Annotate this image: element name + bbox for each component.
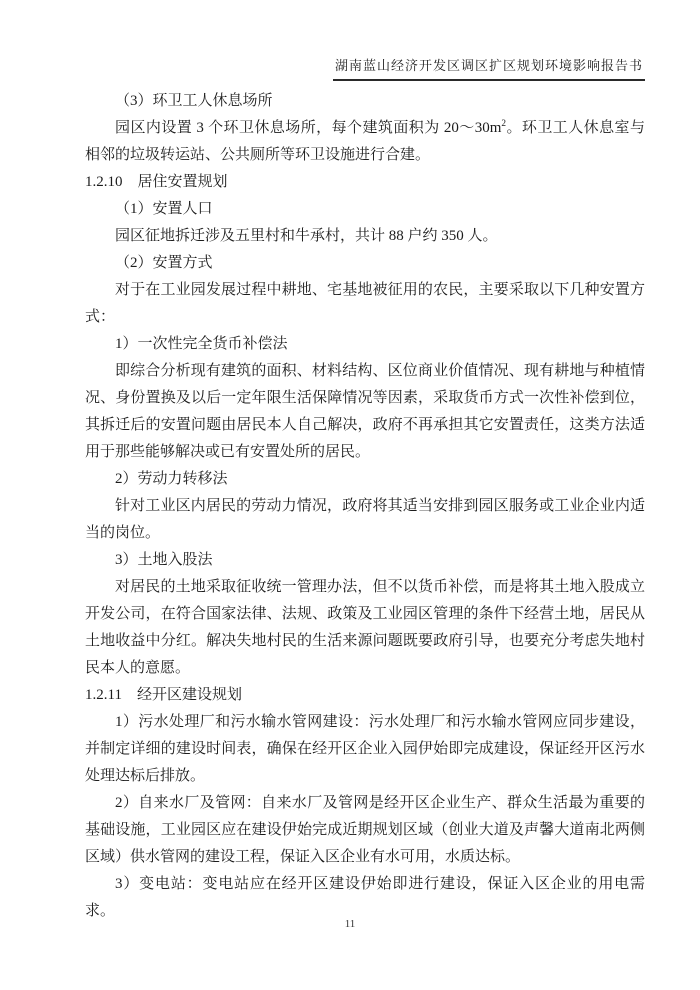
superscript-text: 2 [501,119,507,129]
text-run: 1.2.10 居住安置规划 [85,174,228,190]
text-run: 2）自来水厂及管网：自来水厂及管网是经开区企业生产、群众生活最为重要的基础设施，工业园区应在建设伊始完成近期规划区域（创业大道及声馨大道南北两侧区域）供水管网的建设工程，保证入区企业有水可用，水质达标。 [85,795,645,865]
page-number: 11 [344,918,356,930]
text-run: 针对工业区内居民的劳动力情况，政府将其适当安排到园区服务或工业企业内适当的岗位。 [85,498,645,541]
paragraph [85,331,645,358]
page-footer [0,918,700,930]
paragraph [85,493,645,547]
text-run: 。环卫工人休息室与相邻的垃圾转运站、公共厕所等环卫设施进行合建。 [85,120,645,163]
text-run: 3）土地入股法 [115,552,213,568]
page-header [85,55,645,81]
paragraph [85,115,645,169]
text-run: （3）环卫工人休息场所 [115,93,273,109]
text-run: 3）变电站：变电站应在经开区建设伊始即进行建设，保证入区企业的用电需求。 [85,876,645,919]
text-run: 1）一次性完全货币补偿法 [115,336,288,352]
text-run: 园区内设置 3 个环卫休息场所，每个建筑面积为 20～30m [115,120,502,136]
section-heading [85,682,645,709]
text-run: 1）污水处理厂和污水输水管网建设：污水处理厂和污水输水管网应同步建设，并制定详细的建设时间表，确保在经开区企业入园伊始即完成建设，保证经开区污水处理达标后排放。 [85,714,645,784]
paragraph [85,790,645,871]
paragraph [85,88,645,115]
document-body [85,88,645,925]
text-run: 1.2.11 经开区建设规划 [85,687,242,703]
header-title: 湖南蓝山经济开发区调区扩区规划环境影响报告书 [333,55,645,81]
paragraph [85,358,645,466]
text-run: 对于在工业园发展过程中耕地、宅基地被征用的农民，主要采取以下几种安置方式： [85,282,645,325]
text-run: 2）劳动力转移法 [115,471,228,487]
paragraph [85,223,645,250]
paragraph [85,277,645,331]
paragraph [85,547,645,574]
text-run: （1）安置人口 [115,201,213,217]
text-run: 对居民的土地采取征收统一管理办法，但不以货币补偿，而是将其土地入股成立开发公司，在符合国家法律、法规、政策及工业园区管理的条件下经营土地，居民从土地收益中分红。解决失地村民的生活来源问题既要政府引导，也要充分考虑失地村民本人的意愿。 [85,579,645,676]
text-run: 即综合分析现有建筑的面积、材料结构、区位商业价值情况、现有耕地与种植情况、身份置换及以后一定年限生活保障情况等因素，采取货币方式一次性补偿到位，其拆迁后的安置问题由居民本人自己解决，政府不再承担其它安置责任，这类方法适用于那些能够解决或已有安置处所的居民。 [85,363,645,460]
section-heading [85,169,645,196]
text-run: （2）安置方式 [115,255,213,271]
paragraph [85,466,645,493]
paragraph [85,250,645,277]
paragraph [85,709,645,790]
paragraph [85,871,645,925]
paragraph [85,574,645,682]
text-run: 园区征地拆迁涉及五里村和牛承村，共计 88 户约 350 人。 [115,228,498,244]
paragraph [85,196,645,223]
